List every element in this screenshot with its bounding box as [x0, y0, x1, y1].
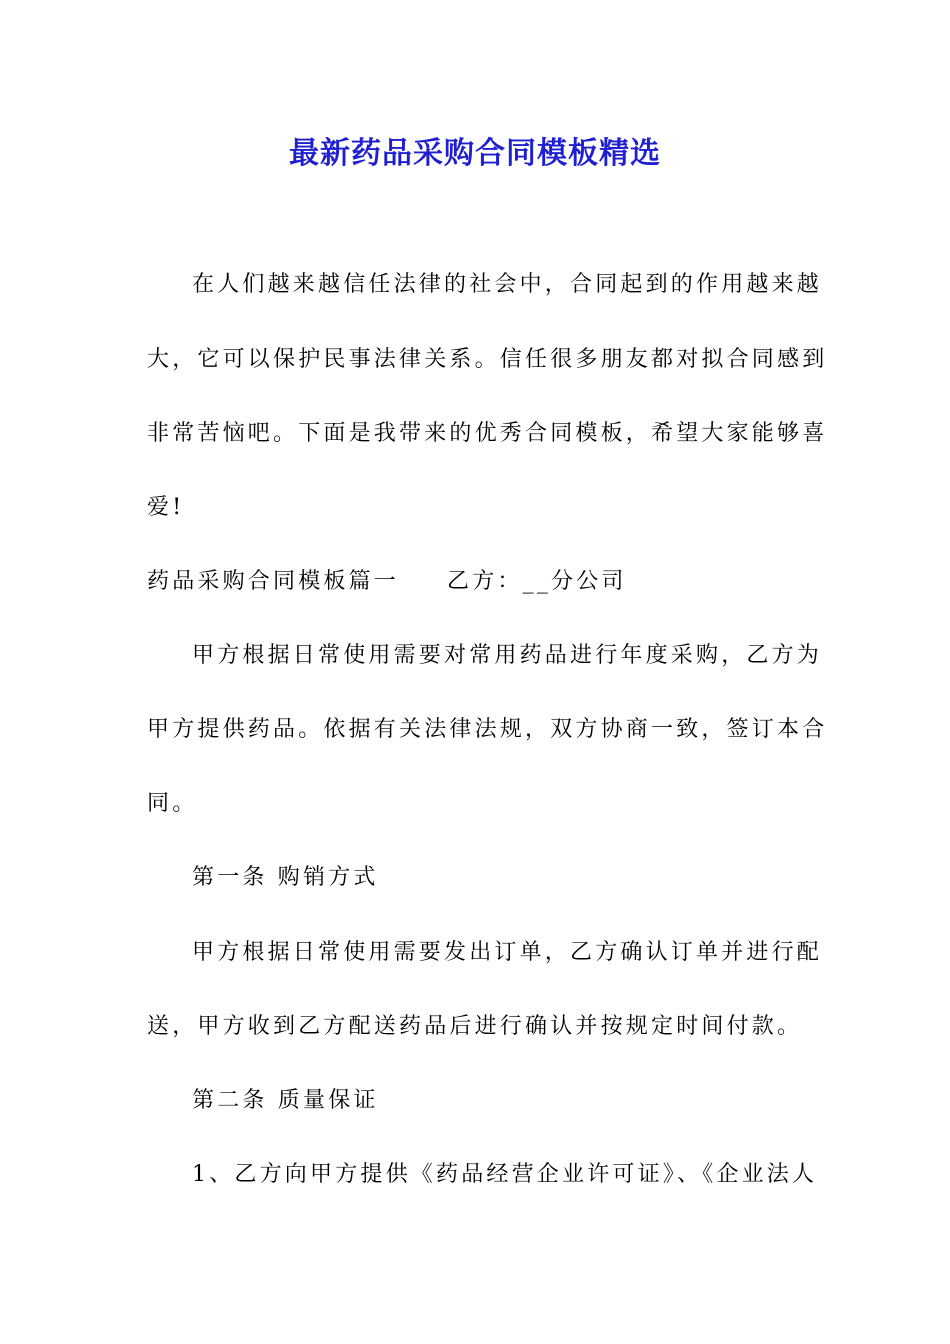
intro-line-4: 爱! [147, 495, 185, 520]
article-1-line-2: 送，甲方收到乙方配送药品后进行确认并按规定时间付款。 [147, 1014, 803, 1039]
article-1-line-1: 甲方根据日常使用需要发出订单，乙方确认订单并进行配 [192, 940, 823, 965]
preamble-line-3: 同。 [147, 791, 198, 816]
preamble-line-1: 甲方根据日常使用需要对常用药品进行年度采购，乙方为 [192, 643, 823, 668]
party-b-label: 乙方：__分公司 [447, 569, 627, 594]
intro-line-1: 在人们越来越信任法律的社会中，合同起到的作用越来越 [192, 272, 823, 297]
intro-line-3: 非常苦恼吧。下面是我带来的优秀合同模板，希望大家能够喜 [147, 421, 828, 446]
section-heading: 药品采购合同模板篇一 [147, 569, 400, 594]
document-title: 最新药品采购合同模板精选 [289, 136, 661, 171]
intro-line-2: 大，它可以保护民事法律关系。信任很多朋友都对拟合同感到 [147, 347, 828, 372]
article-2-heading: 第二条 质量保证 [192, 1088, 379, 1113]
section-heading-row [147, 567, 627, 597]
article-1-heading: 第一条 购销方式 [192, 865, 379, 890]
article-2-item-1: 1、乙方向甲方提供《药品经营企业许可证》、《企业法人 [192, 1162, 818, 1187]
preamble-line-2: 甲方提供药品。依据有关法律法规，双方协商一致，签订本合 [147, 717, 828, 742]
